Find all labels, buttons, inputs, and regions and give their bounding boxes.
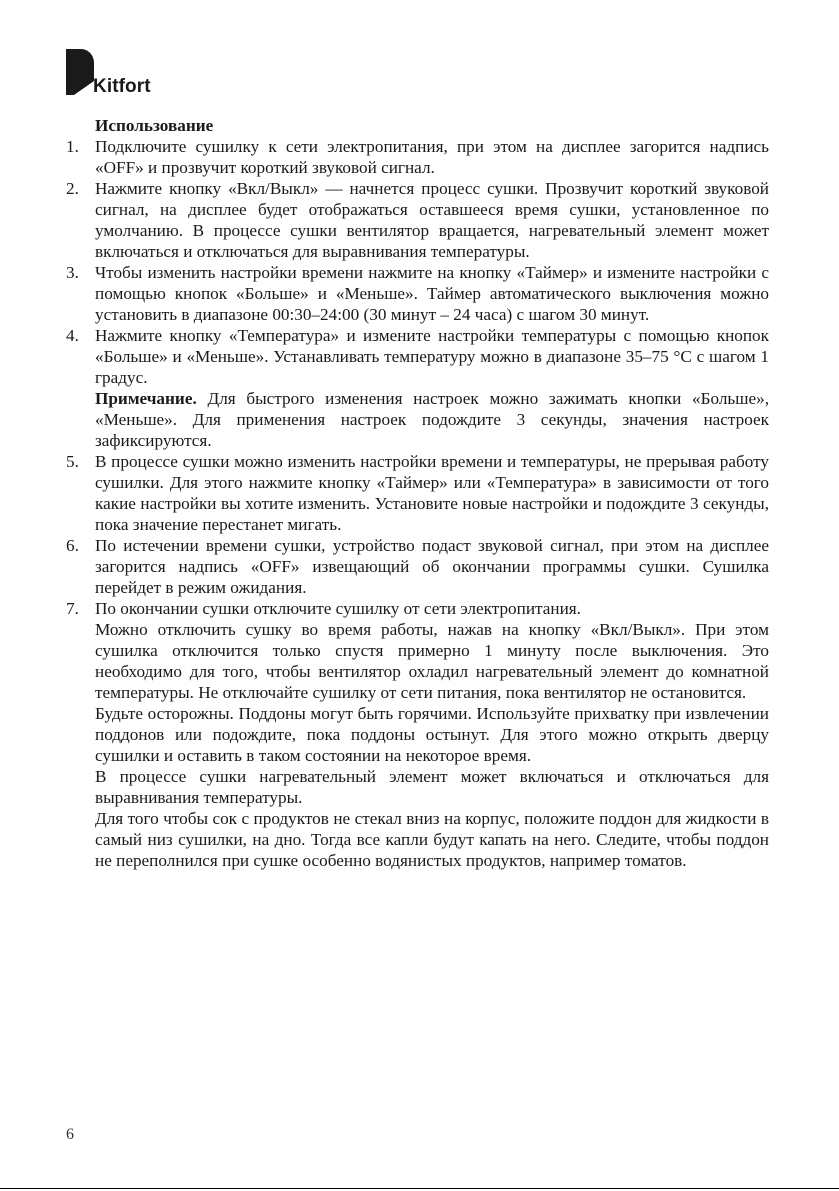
item-paragraph: В процессе сушки нагревательный элемент может включаться и отключаться для выравнивания температуры.	[95, 767, 769, 807]
item-text: Нажмите кнопку «Температура» и измените настройки температуры с помощью кнопок «Больше» и «Меньше». Устанавливать температуру можно в диапазоне 35–75 °С с шагом 1 градус.	[95, 326, 769, 387]
item-paragraph: Можно отключить сушку во время работы, нажав на кнопку «Вкл/Выкл». При этом сушилка отключится только спустя примерно 1 минуту после выключения. Это необходимо для того, чтобы вентилятор охладил нагревательный элемент до комнатной температуры. Не отключайте сушилку от сети питания, пока вентилятор не остановится.	[95, 620, 769, 702]
item-text: Нажмите кнопку «Вкл/Выкл» — начнется процесс сушки. Прозвучит короткий звуковой сигнал, на дисплее будет отображаться оставшееся время сушки, установленное по умолчанию. В процессе сушки вентилятор вращается, нагревательный элемент может включаться и отключаться для выравнивания температуры.	[95, 179, 769, 261]
kitfort-logo	[66, 47, 176, 107]
kitfort-logo-icon	[66, 49, 94, 95]
page-number: 6	[66, 1126, 74, 1143]
list-item	[66, 598, 769, 871]
list-item	[66, 325, 769, 451]
item-number: 5.	[66, 452, 79, 471]
item-text: В процессе сушки можно изменить настройки времени и температуры, не прерывая работу сушилки. Для этого нажмите кнопку «Таймер» или «Температура» в зависимости от того какие настройки вы хотите изменить. Установите новые настройки и подождите 3 секунды, пока значение перестанет мигать.	[95, 452, 769, 534]
item-number: 2.	[66, 179, 79, 198]
item-text: По истечении времени сушки, устройство подаст звуковой сигнал, при этом на дисплее загорится надпись «OFF» извещающий об окончании программы сушки. Сушилка перейдет в режим ожидания.	[95, 536, 769, 597]
note-text: Для быстрого изменения настроек можно зажимать кнопки «Больше», «Меньше». Для применения настроек подождите 3 секунды, значения настроек зафиксируются.	[95, 389, 769, 450]
instructions-list	[66, 136, 769, 871]
list-item	[66, 262, 769, 325]
item-paragraph: Для того чтобы сок с продуктов не стекал вниз на корпус, положите поддон для жидкости в самый низ сушилки, на дно. Тогда все капли будут капать на него. Следите, чтобы поддон не переполнился при сушке особенно водянистых продуктов, например томатов.	[95, 809, 769, 870]
list-item	[66, 451, 769, 535]
note-label: Примечание.	[95, 389, 197, 408]
list-item	[66, 535, 769, 598]
section-heading: Использование	[95, 116, 214, 135]
item-number: 3.	[66, 263, 79, 282]
item-text: По окончании сушки отключите сушилку от сети электропитания.	[95, 599, 581, 618]
item-number: 6.	[66, 536, 79, 555]
item-text: Чтобы изменить настройки времени нажмите на кнопку «Таймер» и измените настройки с помощью кнопок «Больше» и «Меньше». Таймер автоматического выключения можно установить в диапазоне 00:30–24:00 (30 минут – 24 часа) с шагом 30 минут.	[95, 263, 769, 324]
usage-section	[66, 115, 769, 871]
item-paragraph: Будьте осторожны. Поддоны могут быть горячими. Используйте прихватку при извлечении поддонов или подождите, пока поддоны остынут. Для этого можно открыть дверцу сушилки и оставить в таком состоянии на некоторое время.	[95, 704, 769, 765]
item-number: 7.	[66, 599, 79, 618]
note-paragraph	[95, 388, 769, 451]
item-number: 1.	[66, 137, 79, 156]
brand-name: Kitfort	[93, 76, 151, 97]
list-item	[66, 136, 769, 178]
list-item	[66, 178, 769, 262]
item-text: Подключите сушилку к сети электропитания, при этом на дисплее загорится надпись «OFF» и прозвучит короткий звуковой сигнал.	[95, 137, 769, 177]
item-number: 4.	[66, 326, 79, 345]
bottom-rule	[0, 1188, 839, 1189]
